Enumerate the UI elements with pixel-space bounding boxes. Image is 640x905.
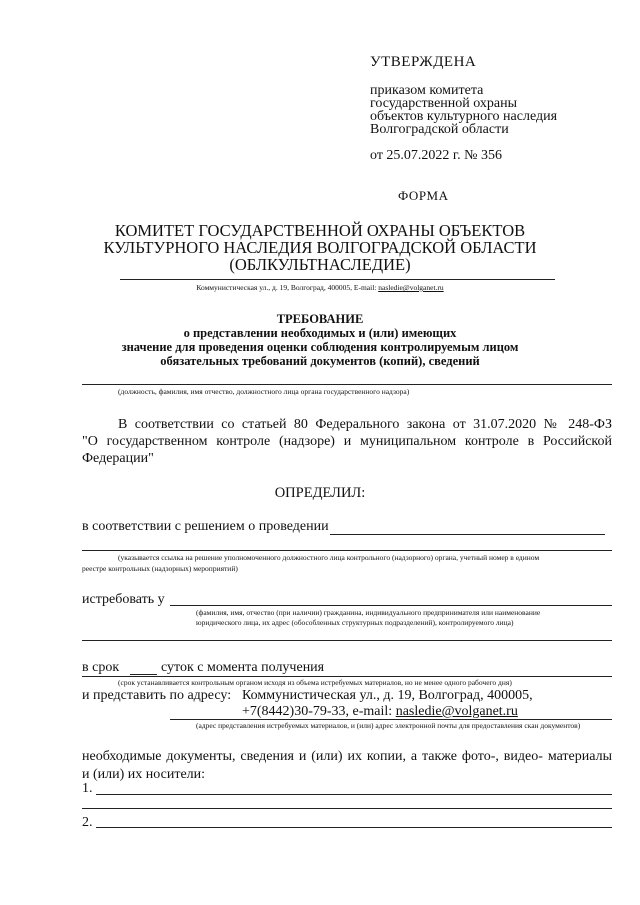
decision-label: в соответствии с решением о проведении [82,519,329,534]
decision-caption: реестре контрольных (надзорных) мероприятий) [82,564,238,573]
approval-title: УТВЕРЖДЕНА [370,54,477,70]
item-number: 1. [82,781,93,796]
org-email-link[interactable]: nasledie@volganet.ru [378,283,444,292]
document-title-line: о представлении необходимых и (или) имеющих [183,326,457,340]
org-name-line: (ОБЛКУЛЬТНАСЛЕДИЕ) [229,255,411,274]
term-caption: (срок устанавливается контрольным органом исходя из объема истребуемых материалов, но не менее одного рабочего дня) [118,678,512,687]
address-contacts [242,704,518,720]
approval-line: государственной охраны [370,96,518,111]
decision-field-line2[interactable] [82,550,612,551]
person-field-line2[interactable] [82,640,612,641]
decision-caption: (указывается ссылка на решение уполномоченного должностного лица контрольного (надзорного) органа, учетный номер в едином [118,553,540,562]
document-title-line: обязательных требований документов (копий), сведений [160,354,480,368]
approval-line: объектов культурного наследия [370,109,558,124]
documents-line: необходимые документы, сведения и (или) их копии, а также фото-, видео- материалы [82,749,612,764]
address-line: Коммунистическая ул., д. 19, Волгоград, 400005, [242,688,533,703]
decision-field[interactable] [330,534,605,535]
documents-line: и (или) их носители: [82,767,206,782]
legal-paragraph-line: В соответствии со статьей 80 Федерального закона от 31.07.2020 № 248-ФЗ [118,417,612,432]
approval-line: приказом комитета [370,83,484,98]
legal-paragraph-line: Федерации" [82,451,154,466]
term-days-field[interactable] [130,674,157,675]
person-field[interactable] [170,605,612,606]
person-caption: (фамилия, имя, отчество (при наличии) гражданина, индивидуального предпринимателя или наименование [196,608,541,617]
approval-line: Волгоградской области [370,122,509,137]
approval-order: от 25.07.2022 г. № 356 [370,148,502,163]
official-field[interactable] [82,384,612,385]
request-label: истребовать у [82,592,165,607]
person-caption: юридического лица, их адрес (обособленных структурных подразделений), контролируемого лица) [196,618,514,627]
term-line [82,676,612,677]
term-prefix: в срок [82,660,120,675]
address-phone: +7(8442)30-79-33, e-mail: [242,704,396,719]
form-label: ФОРМА [398,188,449,203]
org-address [0,283,640,292]
address-caption: (адрес представления истребуемых материалов, и (или) адрес электронной почты для предоставления скан документов) [196,721,581,730]
document-title-line: значение для проведения оценки соблюдения контролируемым лицом [121,340,519,354]
org-address-text: Коммунистическая ул., д. 19, Волгоград, 400005, E-mail: [196,283,379,292]
item-field[interactable] [96,827,612,828]
term-suffix: суток с момента получения [161,660,325,675]
determined-heading: ОПРЕДЕЛИЛ: [274,485,366,501]
org-name-line: КОМИТЕТ ГОСУДАРСТВЕННОЙ ОХРАНЫ ОБЪЕКТОВ [114,221,526,240]
address-label: и представить по адресу: [82,688,232,703]
document-heading: ТРЕБОВАНИЕ [276,312,364,326]
item-field-extra[interactable] [82,808,612,809]
address-field [170,719,612,720]
org-name-line: КУЛЬТУРНОГО НАСЛЕДИЯ ВОЛГОГРАДСКОЙ ОБЛАСТИ [103,238,537,257]
item-number: 2. [82,815,93,830]
legal-paragraph-line: "О государственном контроле (надзоре) и муниципальном контроле в Российской [82,434,612,449]
item-field[interactable] [96,794,612,795]
official-caption: (должность, фамилия, имя отчество, должностного лица органа государственного надзора) [118,387,410,396]
address-email-link[interactable]: nasledie@volganet.ru [395,704,518,719]
header-divider [120,279,555,280]
